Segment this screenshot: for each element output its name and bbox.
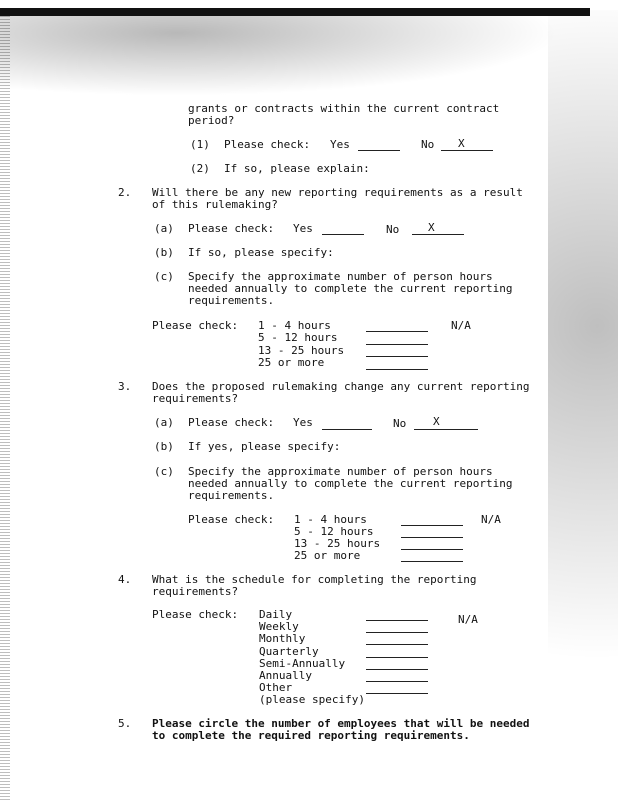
item3-option-2: 5 - 12 hours: [294, 525, 374, 538]
item2-option-3: 13 - 25 hours: [258, 344, 345, 357]
item4-other-blank[interactable]: [366, 693, 428, 694]
item4-daily-blank[interactable]: [366, 620, 428, 621]
item3-c-line1: Specify the approximate number of person hours: [188, 465, 493, 478]
item1-yes-blank[interactable]: [358, 150, 400, 151]
item2-yes-blank[interactable]: [322, 234, 364, 235]
item5-line2: to complete the required reporting requirements.: [152, 729, 470, 742]
scan-noise-right: [548, 10, 618, 800]
item2-option-4: 25 or more: [258, 356, 325, 369]
scan-noise-top: [0, 16, 590, 101]
item3-option-1-blank[interactable]: [401, 525, 463, 526]
item2-check-label: Please check:: [152, 319, 239, 332]
item2-c-line1: Specify the approximate number of person hours: [188, 270, 493, 283]
item3-number: 3.: [118, 380, 132, 393]
item4-option-weekly: Weekly: [259, 620, 299, 633]
item5-line1: Please circle the number of employees that will be needed: [152, 717, 530, 730]
item2-option-2: 5 - 12 hours: [258, 331, 338, 344]
item4-option-semi-annually: Semi-Annually: [259, 657, 346, 670]
item3-c-label: (c): [154, 465, 174, 478]
scan-noise-left: [0, 16, 10, 800]
item4-semi-annually-blank[interactable]: [366, 669, 428, 670]
item3-option-3: 13 - 25 hours: [294, 537, 381, 550]
item1-no-blank[interactable]: [441, 150, 493, 151]
item3-no-label: No: [393, 417, 407, 430]
item2-no-label: No: [386, 223, 400, 236]
item3-b-label: (b): [154, 440, 174, 453]
item4-option-monthly: Monthly: [259, 632, 306, 645]
item3-b-text: If yes, please specify:: [188, 440, 341, 453]
item4-annually-blank[interactable]: [366, 681, 428, 682]
item2-option-3-blank[interactable]: [366, 356, 428, 357]
item3-na: N/A: [481, 513, 501, 526]
item3-yes-blank[interactable]: [322, 429, 372, 430]
item2-c-line3: requirements.: [188, 294, 275, 307]
item1-sub2-text: If so, please explain:: [224, 162, 370, 175]
item3-c-line2: needed annually to complete the current reporting: [188, 477, 513, 490]
item4-option-annually: Annually: [259, 669, 312, 682]
item2-no-checkmark: X: [428, 221, 435, 234]
item3-a-label: (a): [154, 416, 174, 429]
item1-no-label: No: [421, 138, 435, 151]
item2-c-line2: needed annually to complete the current reporting: [188, 282, 513, 295]
item3-a-text: Please check:: [188, 416, 275, 429]
item3-no-checkmark: X: [433, 415, 440, 428]
item1-no-checkmark: X: [458, 137, 465, 150]
item2-c-label: (c): [154, 270, 174, 283]
item3-no-blank[interactable]: [414, 429, 478, 430]
item4-weekly-blank[interactable]: [366, 632, 428, 633]
item2-a-text: Please check:: [188, 222, 275, 235]
item3-option-4-blank[interactable]: [401, 561, 463, 562]
item3-question-line2: requirements?: [152, 392, 239, 405]
item2-a-label: (a): [154, 222, 174, 235]
item2-option-4-blank[interactable]: [366, 369, 428, 370]
item3-option-4: 25 or more: [294, 549, 361, 562]
item2-option-2-blank[interactable]: [366, 344, 428, 345]
item4-option-please-specify: (please specify): [259, 693, 365, 706]
item3-option-1: 1 - 4 hours: [294, 513, 367, 526]
item1-sub2-label: (2): [190, 162, 210, 175]
item5-number: 5.: [118, 717, 132, 730]
item4-option-daily: Daily: [259, 608, 293, 621]
item4-question-line1: What is the schedule for completing the reporting: [152, 573, 477, 586]
item3-question-line1: Does the proposed rulemaking change any current reporting: [152, 380, 530, 393]
item2-na: N/A: [451, 319, 471, 332]
item1-sub1-label: (1): [190, 138, 210, 151]
item4-question-line2: requirements?: [152, 585, 239, 598]
item1-yes-label: Yes: [330, 138, 350, 151]
item3-option-2-blank[interactable]: [401, 537, 463, 538]
item2-b-label: (b): [154, 246, 174, 259]
item2-no-blank[interactable]: [412, 234, 464, 235]
item1-sub1-text: Please check:: [224, 138, 311, 151]
item1-line2: period?: [188, 114, 235, 127]
item2-b-text: If so, please specify:: [188, 246, 334, 259]
item2-option-1: 1 - 4 hours: [258, 319, 331, 332]
item2-number: 2.: [118, 186, 132, 199]
item2-question-line2: of this rulemaking?: [152, 198, 278, 211]
item4-check-label: Please check:: [152, 608, 239, 621]
item3-option-3-blank[interactable]: [401, 549, 463, 550]
item4-monthly-blank[interactable]: [366, 644, 428, 645]
item2-option-1-blank[interactable]: [366, 331, 428, 332]
item2-yes-label: Yes: [293, 222, 313, 235]
item4-quarterly-blank[interactable]: [366, 657, 428, 658]
item4-number: 4.: [118, 573, 132, 586]
item4-option-other: Other: [259, 681, 293, 694]
item2-question-line1: Will there be any new reporting requirements as a result: [152, 186, 523, 199]
item3-yes-label: Yes: [293, 416, 313, 429]
item1-line1: grants or contracts within the current contract: [188, 102, 500, 115]
item3-c-line3: requirements.: [188, 489, 275, 502]
scan-top-border: [0, 8, 590, 16]
item4-na: N/A: [458, 613, 478, 626]
item4-option-quarterly: Quarterly: [259, 645, 319, 658]
item3-check-label: Please check:: [188, 513, 275, 526]
